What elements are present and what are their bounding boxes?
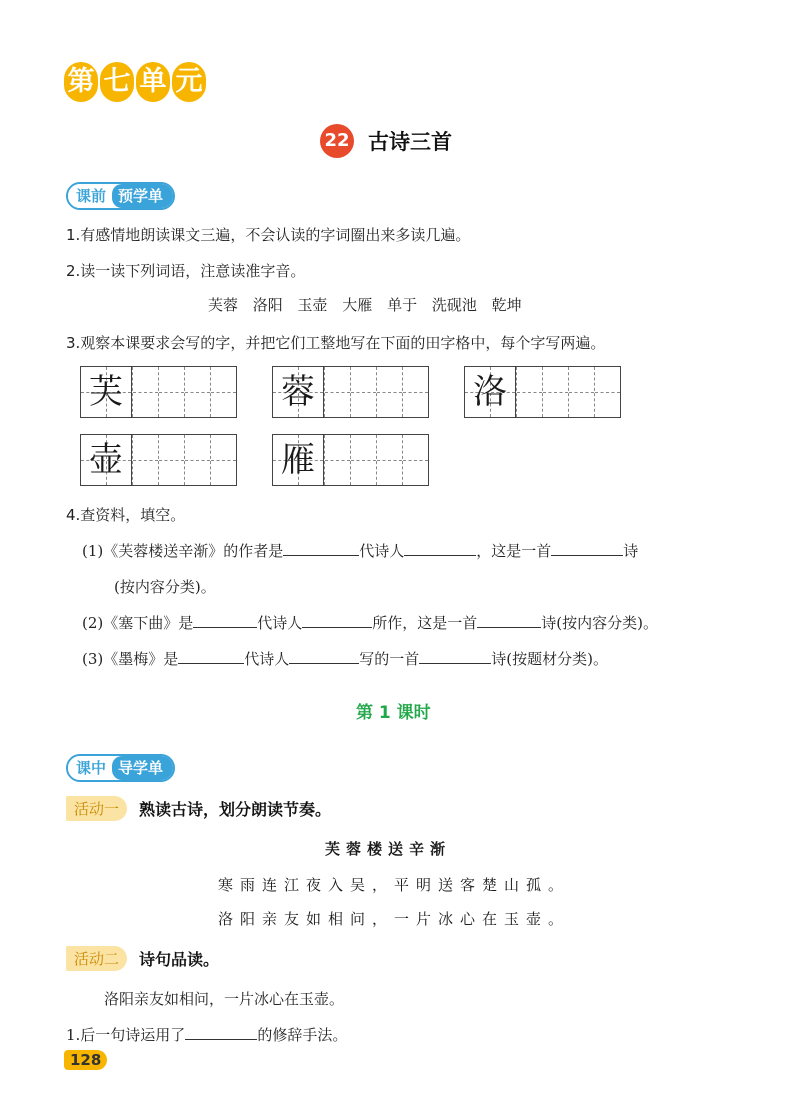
period-heading: 第 1 课时 (356, 703, 431, 723)
in-class-tag (66, 754, 175, 782)
tag-label-b: 预学单 (112, 184, 173, 208)
unit-char: 单 (136, 62, 170, 102)
tag-label-a: 课中 (68, 756, 112, 780)
quoted-line: 洛阳亲友如相问，一片冰心在玉壶。 (104, 990, 345, 1008)
answer-blank[interactable] (551, 541, 623, 556)
fill-text: 代诗人 (257, 614, 303, 632)
poem-title: 芙蓉楼送辛渐 (325, 840, 452, 858)
question-last (66, 1024, 347, 1045)
answer-blank[interactable] (302, 613, 372, 628)
question-1: 1.有感情地朗读课文三遍，不会认读的字词圈出来多读几遍。 (66, 226, 471, 244)
fill-text: 所作，这是一首 (372, 614, 478, 632)
tag-label-b: 导学单 (112, 756, 173, 780)
page-number: 128 (64, 1050, 107, 1070)
fill-text: 写的一首 (359, 650, 420, 668)
fill-line-3 (82, 648, 608, 669)
activity-text: 诗句品读。 (139, 950, 220, 969)
activity-2 (66, 946, 219, 971)
poem-line: 寒雨连江夜入吴，平明送客楚山孤。 (218, 876, 571, 894)
tag-label-a: 课前 (68, 184, 112, 208)
unit-badge (64, 62, 206, 102)
lesson-number: 22 (320, 124, 354, 158)
lesson-title: 古诗三首 (368, 130, 452, 154)
fill-text: 1.后一句诗运用了 (66, 1026, 186, 1044)
answer-blank[interactable] (419, 649, 491, 664)
fill-line-2 (82, 612, 658, 633)
activity-tag: 活动一 (66, 796, 127, 821)
fill-text: 的修辞手法。 (257, 1026, 348, 1044)
answer-blank[interactable] (404, 541, 476, 556)
question-3: 3.观察本课要求会写的字，并把它们工整地写在下面的田字格中，每个字写两遍。 (66, 334, 606, 352)
answer-blank[interactable] (178, 649, 244, 664)
fill-text: (3)《墨梅》是 (82, 650, 179, 668)
answer-blank[interactable] (185, 1025, 257, 1040)
model-char: 壶 (89, 440, 123, 480)
writing-grid[interactable] (80, 366, 237, 418)
model-char: 芙 (89, 372, 123, 412)
writing-grid[interactable] (464, 366, 621, 418)
writing-grid[interactable] (272, 434, 429, 486)
fill-text: (2)《塞下曲》是 (82, 614, 194, 632)
answer-blank[interactable] (193, 613, 257, 628)
writing-grid[interactable] (80, 434, 237, 486)
unit-char: 七 (100, 62, 134, 102)
fill-text: (1)《芙蓉楼送辛渐》的作者是 (82, 542, 284, 560)
activity-tag: 活动二 (66, 946, 127, 971)
model-char: 雁 (281, 440, 315, 480)
question-4: 4.查资料，填空。 (66, 506, 186, 524)
unit-char: 第 (64, 62, 98, 102)
pre-study-tag (66, 182, 175, 210)
writing-grid[interactable] (272, 366, 429, 418)
fill-line-1-note: (按内容分类)。 (114, 578, 216, 596)
fill-line-1 (82, 540, 638, 561)
poem-line: 洛阳亲友如相问，一片冰心在玉壶。 (218, 910, 571, 928)
answer-blank[interactable] (289, 649, 359, 664)
question-2: 2.读一读下列词语，注意读准字音。 (66, 262, 306, 280)
model-char: 蓉 (281, 372, 315, 412)
fill-text: 诗 (623, 542, 639, 560)
activity-1 (66, 796, 331, 821)
fill-text: 诗(按题材分类)。 (491, 650, 608, 668)
answer-blank[interactable] (477, 613, 541, 628)
model-char: 洛 (473, 372, 507, 412)
fill-text: 代诗人 (244, 650, 290, 668)
activity-text: 熟读古诗，划分朗读节奏。 (139, 800, 332, 819)
unit-char: 元 (172, 62, 206, 102)
fill-text: 代诗人 (359, 542, 405, 560)
answer-blank[interactable] (283, 541, 359, 556)
fill-text: 诗(按内容分类)。 (541, 614, 658, 632)
word-list: 芙蓉 洛阳 玉壶 大雁 单于 洗砚池 乾坤 (208, 296, 522, 314)
lesson-heading (320, 124, 452, 158)
fill-text: ，这是一首 (476, 542, 552, 560)
